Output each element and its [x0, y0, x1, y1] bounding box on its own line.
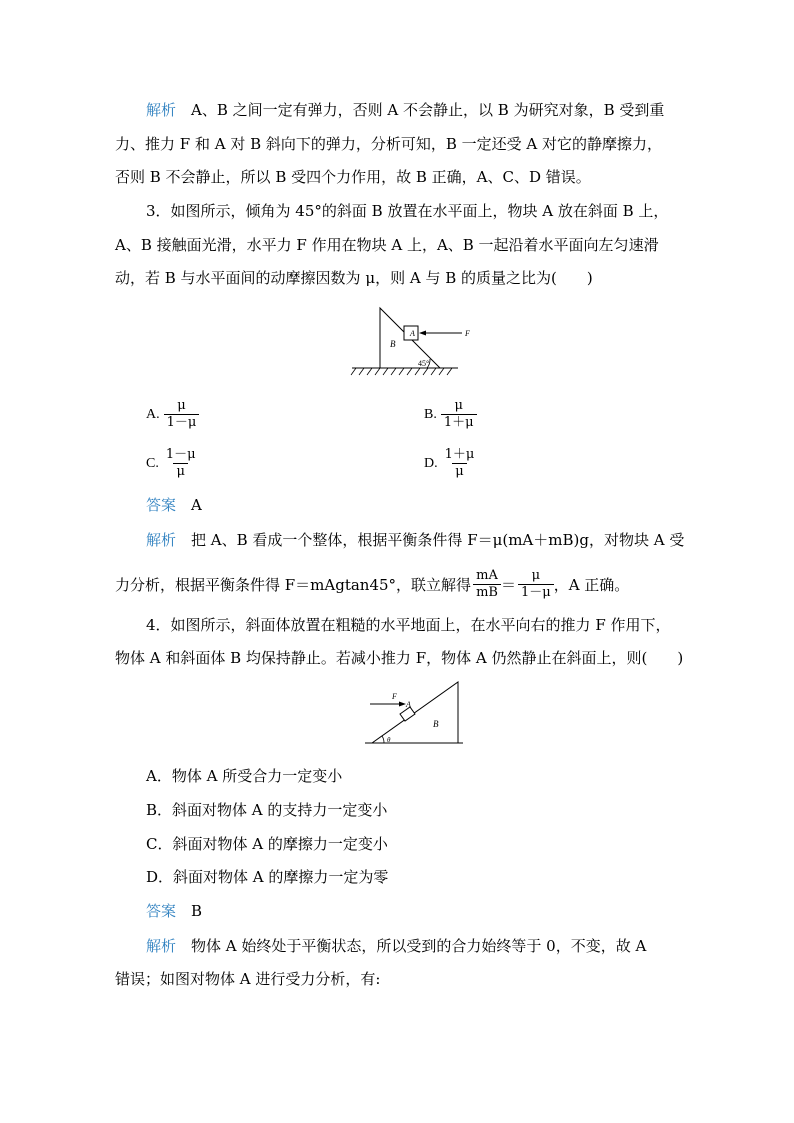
- q4-figure: [360, 680, 470, 750]
- q4-line2: 物体 A 和斜面体 B 均保持静止。若减小推力 F，物体 A 仍然静止在斜面上，则( ): [115, 649, 684, 667]
- q3-option-a[interactable]: A. $\frac{\mu}{1-\mu}$: [146, 398, 199, 431]
- answer-tag: 答案: [146, 496, 177, 514]
- q4-option-d[interactable]: D．斜面对物体 A 的摩擦力一定为零: [146, 868, 389, 886]
- q4-block-a: [400, 707, 415, 721]
- q4-option-b[interactable]: B．斜面对物体 A 的支持力一定变小: [146, 801, 388, 819]
- analysis1-line2: 力、推力 F 和 A 对 B 斜向下的弹力，分析可知，B 一定还受 A 对它的静摩擦力，: [115, 135, 663, 153]
- q3-option-b[interactable]: B. $\frac{\mu}{1+\mu}$: [424, 398, 477, 431]
- q3-label-a: A: [410, 329, 415, 338]
- result-fraction: $\frac{\mu}{1-\mu}$: [518, 568, 554, 601]
- analysis-tag: 解析: [146, 937, 177, 955]
- q4-option-a[interactable]: A．物体 A 所受合力一定变小: [146, 767, 343, 785]
- q3-figure: [350, 305, 490, 380]
- q4-line1: 4．如图所示，斜面体放置在粗糙的水平地面上，在水平向右的推力 F 作用下，: [146, 616, 671, 634]
- answer-tag: 答案: [146, 902, 177, 920]
- answer-value: B: [191, 902, 203, 920]
- fraction: $\frac{\mu}{1+\mu}$: [441, 398, 477, 431]
- fraction: $\frac{1+\mu}{\mu}$: [444, 447, 475, 479]
- q3-angle-label: 45°: [418, 359, 430, 368]
- q3-line3: 动，若 B 与水平面间的动摩擦因数为 μ，则 A 与 B 的质量之比为( ): [115, 269, 593, 287]
- q3-label-b: B: [390, 339, 396, 349]
- q4-angle-label: θ: [387, 736, 391, 744]
- q4-analysis-line2: 错误；如图对物体 A 进行受力分析，有:: [115, 970, 381, 988]
- fraction: $\frac{1-\mu}{\mu}$: [165, 447, 196, 479]
- q4-option-c[interactable]: C．斜面对物体 A 的摩擦力一定变小: [146, 835, 388, 853]
- q4-wedge-b: [372, 682, 458, 743]
- q3-analysis-line1: 解析 把 A、B 看成一个整体，根据平衡条件得 F＝μ(mA＋mB)g，对物块 A 受: [146, 531, 685, 549]
- q3-label-f: F: [465, 329, 470, 338]
- q4-force-arrowhead: [399, 702, 406, 707]
- q3-ground-hatch: [351, 368, 452, 375]
- q3-analysis-line2: 力分析，根据平衡条件得 F＝mAgtan45°，联立解得 $\frac{mA}{mB}$ ＝ $\frac{\mu}{1-\mu}$ ，A 正确。: [115, 568, 630, 600]
- q3-line2: A、B 接触面光滑，水平力 F 作用在物块 A 上，A、B 一起沿着水平面向左匀速滑: [115, 236, 659, 254]
- q3-answer: [146, 495, 202, 515]
- analysis1-line3: 否则 B 不会静止，所以 B 受四个力作用，故 B 正确，A、C、D 错误。: [115, 168, 591, 186]
- q4-label-b: B: [433, 719, 439, 729]
- fraction: $\frac{\mu}{1-\mu}$: [164, 398, 200, 431]
- q4-label-f: F: [392, 692, 397, 701]
- q4-answer: [146, 901, 202, 921]
- analysis-tag: 解析: [146, 531, 177, 549]
- q3-line1: 3．如图所示，倾角为 45°的斜面 B 放置在水平面上，物块 A 放在斜面 B 上，: [146, 202, 669, 220]
- answer-value: A: [191, 496, 202, 514]
- ratio-fraction: $\frac{mA}{mB}$: [473, 568, 501, 601]
- analysis-tag: 解析: [146, 101, 177, 119]
- q3-option-c[interactable]: C. $\frac{1-\mu}{\mu}$: [146, 447, 199, 480]
- q4-analysis-line1: 解析 物体 A 始终处于平衡状态，所以受到的合力始终等于 0，不变，故 A: [146, 937, 647, 955]
- q3-option-d[interactable]: D. $\frac{1+\mu}{\mu}$: [424, 447, 477, 480]
- q3-force-arrowhead: [419, 331, 426, 336]
- q4-angle-arc: [382, 736, 384, 743]
- analysis1-line1: 解析 A、B 之间一定有弹力，否则 A 不会静止，以 B 为研究对象，B 受到重: [146, 101, 665, 119]
- q4-label-a: A: [406, 700, 411, 709]
